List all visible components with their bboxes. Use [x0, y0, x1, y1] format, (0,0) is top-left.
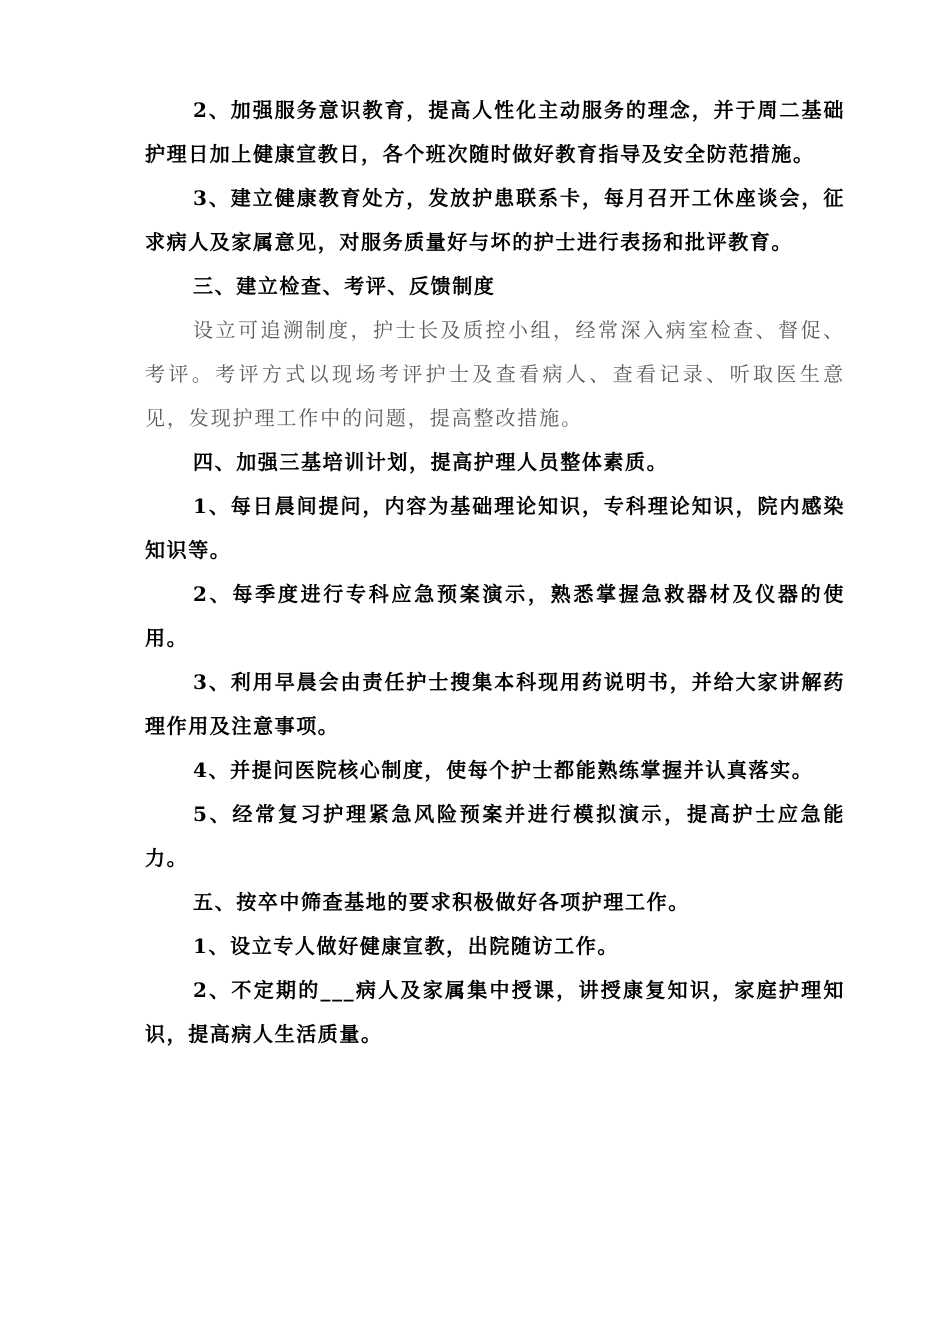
paragraph-risk-plans: 5、经常复习护理紧急风险预案并进行模拟演示，提高护士应急能力。: [145, 802, 845, 870]
paragraph-follow-up: 1、设立专人做好健康宣教，出院随访工作。: [193, 934, 619, 958]
heading-training-plan: 四、加强三基培训计划，提高护理人员整体素质。: [193, 450, 669, 474]
heading-stroke-screening: 五、按卒中筛查基地的要求积极做好各项护理工作。: [193, 890, 690, 914]
paragraph-emergency-drill: 2、每季度进行专科应急预案演示，熟悉掌握急救器材及仪器的使用。: [145, 582, 845, 650]
paragraph-morning-questions: 1、每日晨间提问，内容为基础理论知识，专科理论知识，院内感染知识等。: [145, 494, 845, 562]
paragraph-health-education: 3、建立健康教育处方，发放护患联系卡，每月召开工休座谈会，征求病人及家属意见，对服务质量好与坏的护士进行表扬和批评教育。: [145, 186, 845, 254]
paragraph-core-systems: 4、并提问医院核心制度，使每个护士都能熟练掌握并认真落实。: [193, 758, 814, 782]
paragraph-service-awareness: 2、加强服务意识教育，提高人性化主动服务的理念，并于周二基础护理日加上健康宣教日，各个班次随时做好教育指导及安全防范措施。: [145, 98, 845, 166]
document-body: [145, 88, 845, 1056]
heading-inspection-system: 三、建立检查、考评、反馈制度: [193, 274, 496, 298]
paragraph-family-lectures: 2、不定期的___病人及家属集中授课，讲授康复知识，家庭护理知识，提高病人生活质量。: [145, 978, 845, 1046]
paragraph-traceability: 设立可追溯制度，护士长及质控小组，经常深入病室检查、督促、考评。考评方式以现场考评护士及查看病人、查看记录、听取医生意见，发现护理工作中的问题，提高整改措施。: [145, 318, 845, 430]
paragraph-medication-leaflets: 3、利用早晨会由责任护士搜集本科现用药说明书，并给大家讲解药理作用及注意事项。: [145, 670, 845, 738]
